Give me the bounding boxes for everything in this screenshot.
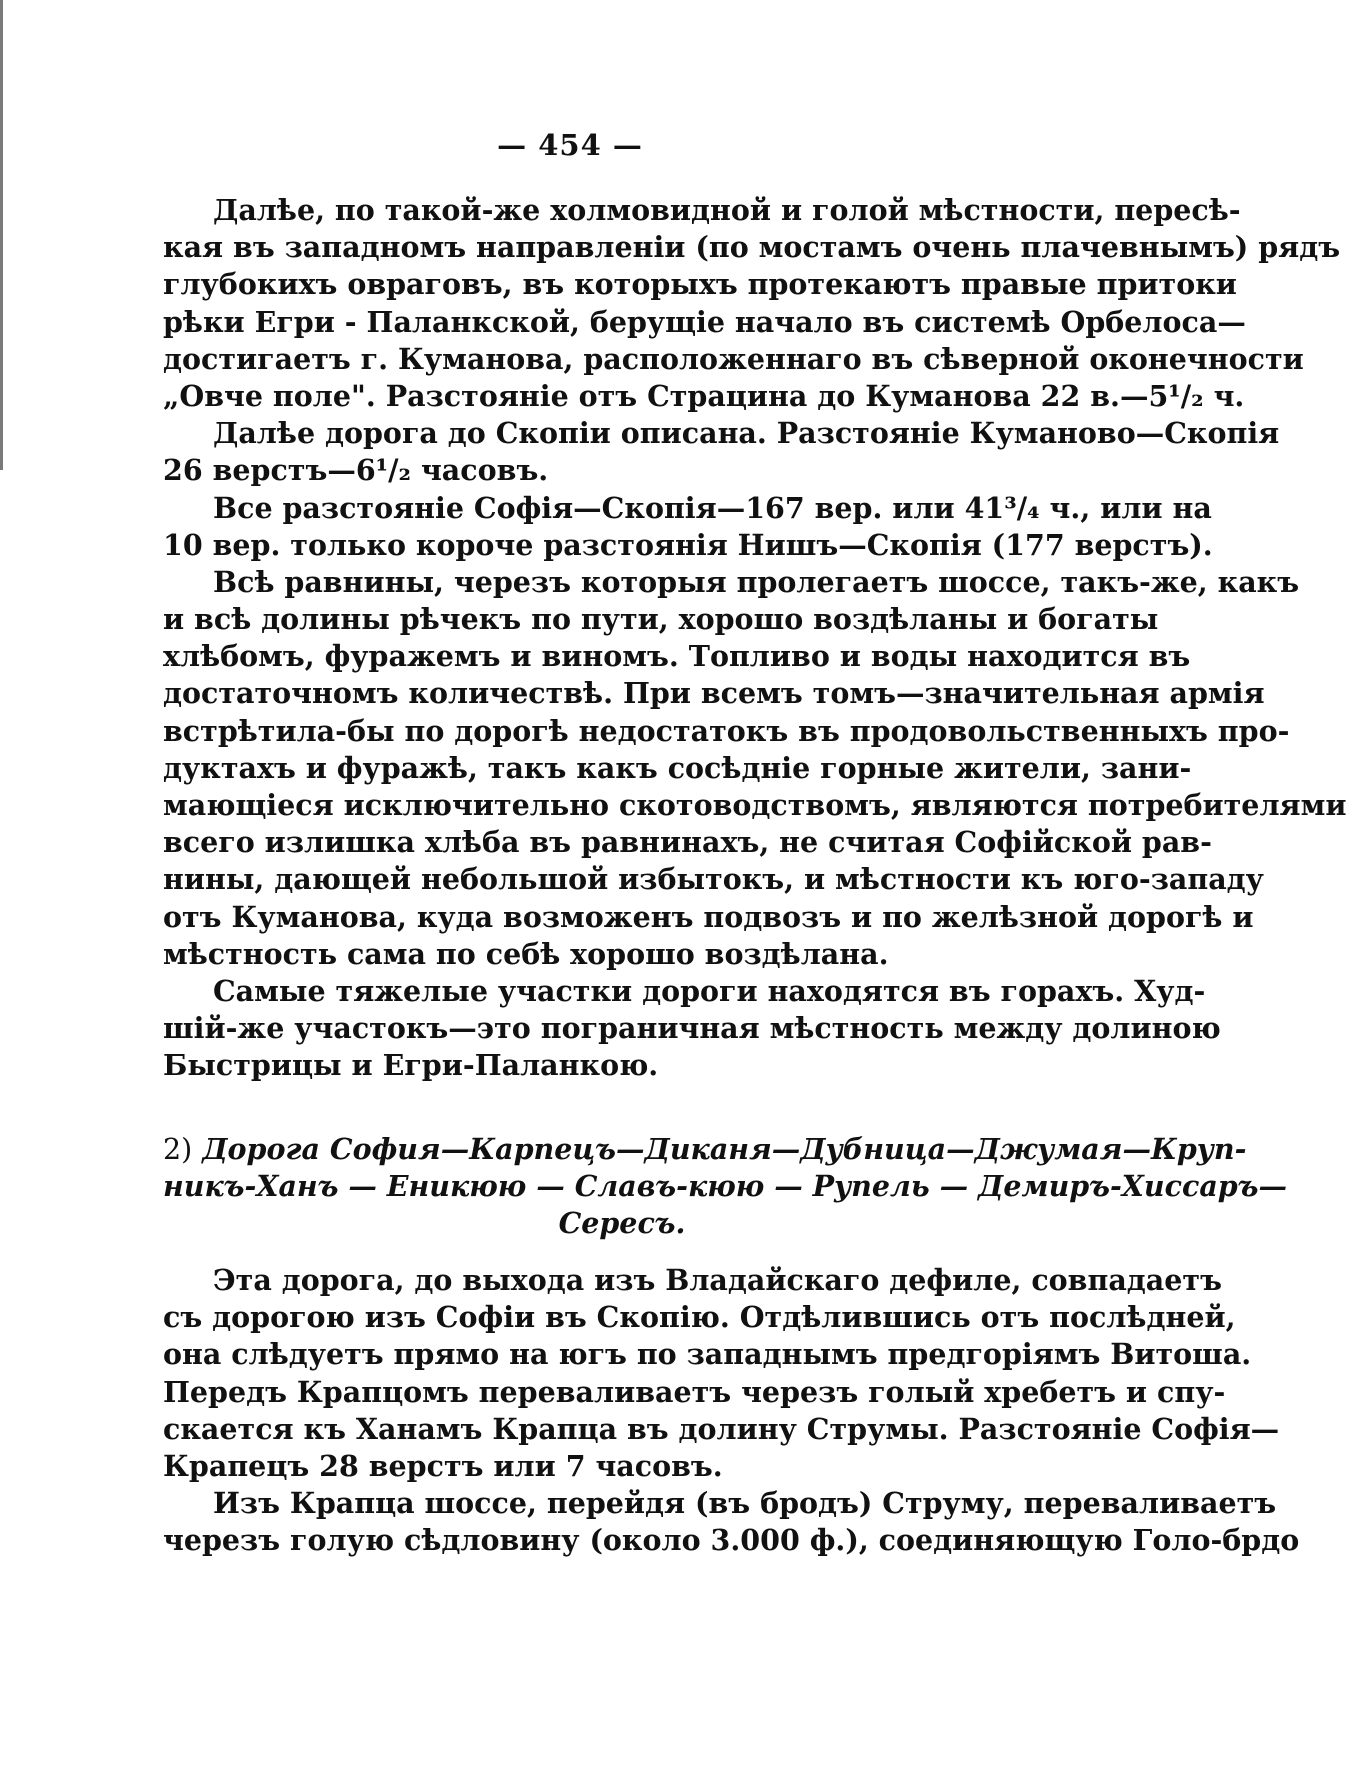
text-line: Далѣе, по такой-же холмовидной и голой мѣстности, пересѣ- (213, 193, 1241, 227)
text-line: съ дорогою изъ Софіи въ Скопію. Отдѣлившись отъ послѣдней, (163, 1300, 1236, 1335)
text-line: Эта дорога, до выхода изъ Владайскаго дефиле, совпадаетъ (213, 1263, 1222, 1297)
text-line: достаточномъ количествѣ. При всемъ томъ—значительная армія (163, 676, 1265, 711)
text-line: дуктахъ и фуражѣ, такъ какъ сосѣдніе горные жители, зани- (163, 750, 1192, 785)
text-line: глубокихъ овраговъ, въ которыхъ протекаютъ правые притоки (163, 267, 1237, 302)
text-line: Самые тяжелые участки дороги находятся въ горахъ. Худ- (213, 973, 1206, 1008)
text-line: мѣстность сама по себѣ хорошо воздѣлана. (163, 936, 889, 971)
text-line: Всѣ равнины, черезъ которыя пролегаетъ шоссе, такъ-же, какъ (213, 564, 1300, 599)
heading-title: Дорога София—Карпецъ—Диканя—Дубница—Джумая—Круп- (202, 1132, 1247, 1166)
route-heading (163, 1130, 1287, 1243)
text-line: она слѣдуетъ прямо на югъ по западнымъ предгоріямъ Витоша. (163, 1337, 1252, 1372)
body-text-bottom (163, 1262, 1300, 1560)
text-line: Крапецъ 28 верстъ или 7 часовъ. (163, 1448, 723, 1483)
heading-number: 2) (163, 1133, 193, 1166)
body-text-top (163, 192, 1347, 1085)
text-line: Далѣе дорога до Скопіи описана. Разстояніе Куманово—Скопія (213, 416, 1280, 451)
text-line: хлѣбомъ, фуражемъ и виномъ. Топливо и воды находится въ (163, 639, 1191, 674)
text-line: встрѣтила-бы по дорогѣ недостатокъ въ продовольственныхъ про- (163, 713, 1290, 748)
text-line: всего излишка хлѣба въ равнинахъ, не считая Софійской рав- (163, 825, 1212, 860)
text-line: Быстрицы и Егри-Паланкою. (163, 1048, 659, 1083)
text-line: 26 верстъ—6¹/₂ часовъ. (163, 453, 549, 488)
text-line: достигаетъ г. Куманова, расположеннаго въ сѣверной оконечности (163, 341, 1304, 376)
text-line: Изъ Крапца шоссе, перейдя (въ бродъ) Струму, переваливаетъ (213, 1486, 1277, 1521)
text-line: шій-же участокъ—это пограничная мѣстность между долиною (163, 1011, 1221, 1046)
text-line: скается къ Ханамъ Крапца въ долину Струмы. Разстояніе Софія— (163, 1411, 1280, 1446)
page-number: — 454 — (497, 128, 643, 162)
text-line: нины, дающей небольшой избытокъ, и мѣстности къ юго-западу (163, 862, 1264, 897)
text-line: Все разстояніе Софія—Скопія—167 вер. или 41³/₄ ч., или на (213, 490, 1212, 525)
heading-line: никъ-Ханъ — Еникюю — Славъ-кюю — Рупель — Демиръ-Хиссаръ— (163, 1169, 1287, 1204)
text-line: мающіеся исключительно скотоводствомъ, являются потребителями (163, 788, 1347, 822)
heading-line: Сересъ. (558, 1206, 686, 1241)
text-line: Передъ Крапцомъ переваливаетъ черезъ голый хребетъ и спу- (163, 1374, 1226, 1409)
scan-edge-rule (0, 0, 3, 470)
heading-line (163, 1130, 1247, 1167)
text-line: отъ Куманова, куда возможенъ подвозъ и по желѣзной дорогѣ и (163, 899, 1254, 934)
text-line: 10 вер. только короче разстоянія Нишъ—Скопія (177 верстъ). (163, 527, 1213, 562)
text-line: черезъ голую сѣдловину (около 3.000 ф.), соединяющую Голо-брдо (163, 1523, 1300, 1558)
text-line: рѣки Егри - Паланкской, берущіе начало въ системѣ Орбелоса— (163, 304, 1246, 339)
text-line: „Овче поле". Разстояніе отъ Страцина до Куманова 22 в.—5¹/₂ ч. (163, 378, 1245, 413)
text-line: и всѣ долины рѣчекъ по пути, хорошо воздѣланы и богаты (163, 602, 1159, 637)
text-line: кая въ западномъ направленіи (по мостамъ очень плачевнымъ) рядъ (163, 230, 1341, 265)
